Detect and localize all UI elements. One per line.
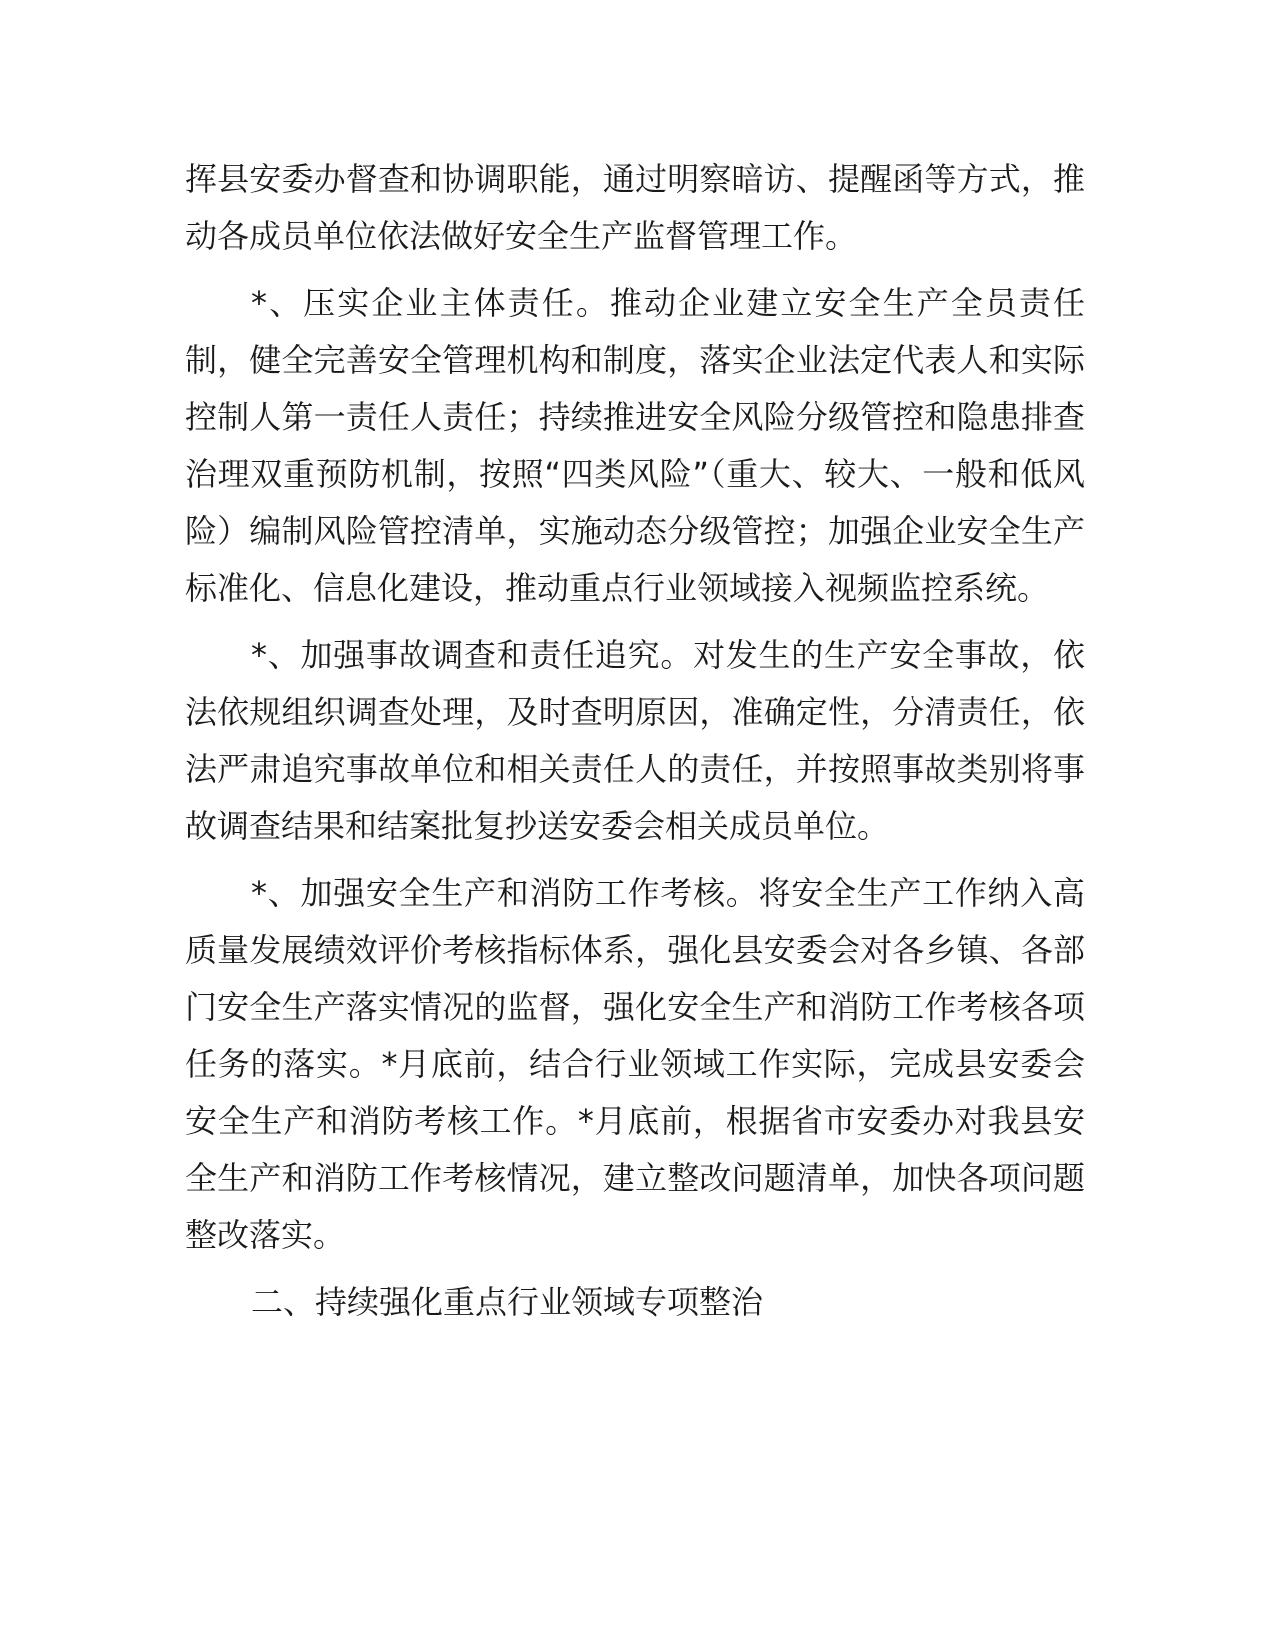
paragraph-assessment: *、加强安全生产和消防工作考核。将安全生产工作纳入高质量发展绩效评价考核指标体系，强化县安委会对各乡镇、各部门安全生产落实情况的监督，强化安全生产和消防工作考核各项任务的落实。*月底前，结合行业领域工作实际，完成县安委会安全生产和消防考核工作。*月底前，根据省市安委办对我县安全生产和消防工作考核情况，建立整改问题清单，加快各项问题整改落实。 — [185, 874, 1085, 1254]
paragraph-accident-investigation: *、加强事故调查和责任追究。对发生的生产安全事故，依法依规组织调查处理，及时查明原因，准确定性，分清责任，依法严肃追究事故单位和相关责任人的责任，并按照事故类别将事故调查结果和结案批复抄送安委会相关成员单位。 — [185, 636, 1085, 845]
section-heading: 二、持续强化重点行业领域专项整治 — [251, 1283, 764, 1321]
document-body — [185, 151, 1085, 1341]
paragraph-enterprise-responsibility: *、压实企业主体责任。推动企业建立安全生产全员责任制，健全完善安全管理机构和制度，落实企业法定代表人和实际控制人第一责任人责任；持续推进安全风险分级管控和隐患排查治理双重预防机制，按照“四类风险”（重大、较大、一般和低风险）编制风险管控清单，实施动态分级管控；加强企业安全生产标准化、信息化建设，推动重点行业领域接入视频监控系统。 — [185, 284, 1085, 607]
paragraph-continuation: 挥县安委办督查和协调职能，通过明察暗访、提醒函等方式，推动各成员单位依法做好安全生产监督管理工作。 — [185, 160, 1085, 255]
